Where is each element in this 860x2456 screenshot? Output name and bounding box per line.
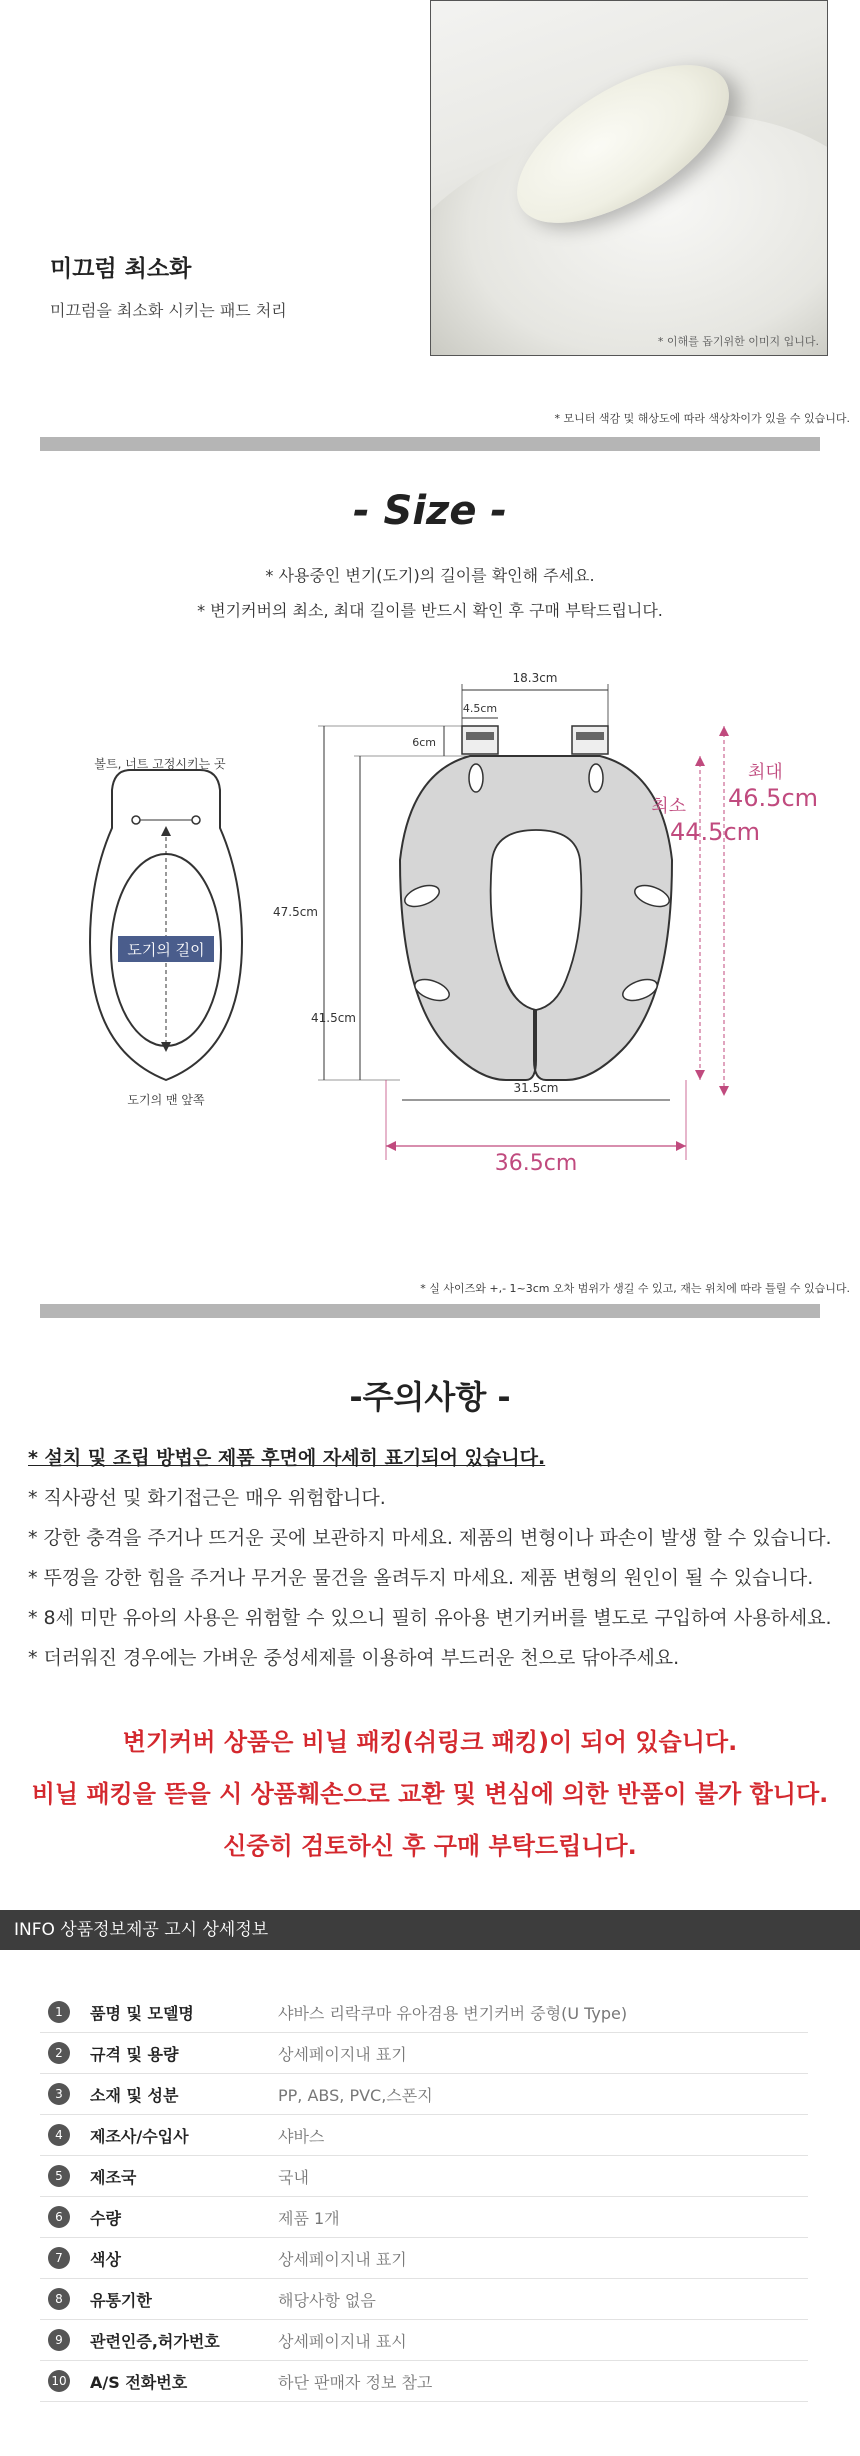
dim-hinge-height: 6cm bbox=[412, 736, 436, 749]
row-number-badge: 3 bbox=[48, 2083, 70, 2105]
feature-description: 미끄럼을 최소화 시키는 패드 처리 bbox=[50, 301, 287, 320]
table-row bbox=[40, 2279, 808, 2320]
feature-title: 미끄럼 최소화 bbox=[50, 256, 192, 282]
row-value: 국내 bbox=[278, 2167, 309, 2187]
row-value: 상세페이지내 표기 bbox=[278, 2044, 407, 2064]
min-label: 최소 bbox=[651, 796, 686, 817]
packing-notice-3: 신중히 검토하신 후 구매 부탁드립니다. bbox=[223, 1832, 637, 1860]
caution-item: * 설치 및 조립 방법은 제품 후면에 자세히 표기되어 있습니다. bbox=[28, 1447, 546, 1469]
monitor-color-note: * 모니터 색감 및 해상도에 따라 색상차이가 있을 수 있습니다. bbox=[554, 412, 850, 425]
row-label: 품명 및 모델명 bbox=[90, 2003, 194, 2023]
row-label: 소재 및 성분 bbox=[90, 2085, 179, 2105]
caution-heading: -주의사항 - bbox=[349, 1378, 511, 1416]
dim-475: 47.5cm bbox=[272, 905, 318, 919]
row-label: 관련인증,허가번호 bbox=[90, 2331, 220, 2351]
photo-caption: * 이해를 돕기위한 이미지 입니다. bbox=[657, 335, 819, 348]
row-label: 제조사/수입사 bbox=[90, 2126, 189, 2146]
info-title-bar: INFO 상품정보제공 고시 상세정보 bbox=[0, 1910, 860, 1950]
row-label: A/S 전화번호 bbox=[90, 2372, 188, 2392]
dim-415: 41.5cm bbox=[310, 1011, 356, 1025]
size-instruction-2: * 변기커버의 최소, 최대 길이를 반드시 확인 후 구매 부탁드립니다. bbox=[197, 601, 663, 620]
table-row bbox=[40, 2156, 808, 2197]
packing-notice-1: 변기커버 상품은 비닐 패킹(쉬링크 패킹)이 되어 있습니다. bbox=[122, 1728, 738, 1756]
row-number-badge: 2 bbox=[48, 2042, 70, 2064]
table-row bbox=[40, 2238, 808, 2279]
dim-315: 31.5cm bbox=[513, 1081, 559, 1095]
bolt-right bbox=[192, 816, 200, 824]
caution-item: * 직사광선 및 화기접근은 매우 위험합니다. bbox=[28, 1487, 386, 1509]
min-value: 44.5cm bbox=[670, 818, 761, 846]
max-label: 최대 bbox=[748, 762, 783, 783]
feature-section bbox=[0, 0, 860, 360]
row-label: 유통기한 bbox=[90, 2290, 152, 2310]
dim-hinge-width: 4.5cm bbox=[462, 702, 498, 715]
caution-item: * 8세 미만 유아의 사용은 위험할 수 있으니 필히 유아용 변기커버를 별도로 구입하여 사용하세요. bbox=[28, 1607, 832, 1629]
table-row bbox=[40, 2074, 808, 2115]
anti-slip-pad-photo bbox=[430, 0, 828, 356]
caution-item: * 강한 충격을 주거나 뜨거운 곳에 보관하지 마세요. 제품의 변형이나 파손이 발생 할 수 있습니다. bbox=[28, 1527, 832, 1549]
table-row bbox=[40, 2115, 808, 2156]
row-number-badge: 5 bbox=[48, 2165, 70, 2187]
max-value: 46.5cm bbox=[728, 784, 819, 812]
product-info-table bbox=[40, 1992, 808, 2402]
front-label: 도기의 맨 앞쪽 bbox=[127, 1093, 205, 1107]
row-number-badge: 1 bbox=[48, 2001, 70, 2023]
caution-item: * 더러워진 경우에는 가벼운 중성세제를 이용하여 부드러운 천으로 닦아주세요. bbox=[28, 1647, 680, 1669]
row-number-badge: 4 bbox=[48, 2124, 70, 2146]
row-label: 수량 bbox=[90, 2208, 121, 2228]
seat-diagram bbox=[273, 671, 818, 1176]
row-value: 샤바스 bbox=[278, 2126, 325, 2146]
row-value: 제품 1개 bbox=[278, 2208, 340, 2228]
row-number-badge: 7 bbox=[48, 2247, 70, 2269]
size-diagram bbox=[60, 660, 820, 1220]
row-label: 규격 및 용량 bbox=[90, 2044, 179, 2064]
caution-list bbox=[28, 1438, 848, 1678]
table-row bbox=[40, 2361, 808, 2402]
row-number-badge: 8 bbox=[48, 2288, 70, 2310]
table-row bbox=[40, 1992, 808, 2033]
row-number-badge: 10 bbox=[48, 2370, 70, 2392]
size-instruction-1: * 사용중인 변기(도기)의 길이를 확인해 주세요. bbox=[265, 566, 595, 585]
row-value: 하단 판매자 정보 참고 bbox=[278, 2372, 433, 2392]
tolerance-note: * 실 사이즈와 +,- 1~3cm 오차 범위가 생길 수 있고, 재는 위치에 따라 틀릴 수 있습니다. bbox=[420, 1282, 850, 1295]
row-label: 색상 bbox=[90, 2249, 121, 2269]
row-number-badge: 9 bbox=[48, 2329, 70, 2351]
bowl-diagram bbox=[90, 756, 242, 1107]
row-value: 상세페이지내 표기 bbox=[278, 2249, 407, 2269]
bowl-length-label: 도기의 길이 bbox=[127, 941, 205, 959]
divider-bar-2 bbox=[40, 1304, 820, 1318]
row-value: 샤바스 리락쿠마 유아겸용 변기커버 중형(U Type) bbox=[278, 2003, 628, 2023]
bolt-label: 볼트, 너트 고정시키는 곳 bbox=[94, 757, 226, 771]
divider-bar bbox=[40, 437, 820, 451]
caution-item: * 뚜껑을 강한 힘을 주거나 무거운 물건을 올려두지 마세요. 제품 변형의 원인이 될 수 있습니다. bbox=[28, 1567, 814, 1589]
dim-365: 36.5cm bbox=[494, 1151, 578, 1176]
row-value: 상세페이지내 표시 bbox=[278, 2331, 407, 2351]
row-value: PP, ABS, PVC,스폰지 bbox=[278, 2085, 433, 2105]
table-row bbox=[40, 2320, 808, 2361]
bolt-left bbox=[132, 816, 140, 824]
table-row bbox=[40, 2033, 808, 2074]
row-label: 제조국 bbox=[90, 2167, 137, 2187]
size-heading: - Size - bbox=[353, 488, 507, 534]
dim-top-width: 18.3cm bbox=[512, 671, 558, 685]
table-row bbox=[40, 2197, 808, 2238]
row-number-badge: 6 bbox=[48, 2206, 70, 2228]
row-value: 해당사항 없음 bbox=[278, 2290, 376, 2310]
packing-notice-2: 비닐 패킹을 뜯을 시 상품훼손으로 교환 및 변심에 의한 반품이 불가 합니다. bbox=[31, 1780, 829, 1808]
